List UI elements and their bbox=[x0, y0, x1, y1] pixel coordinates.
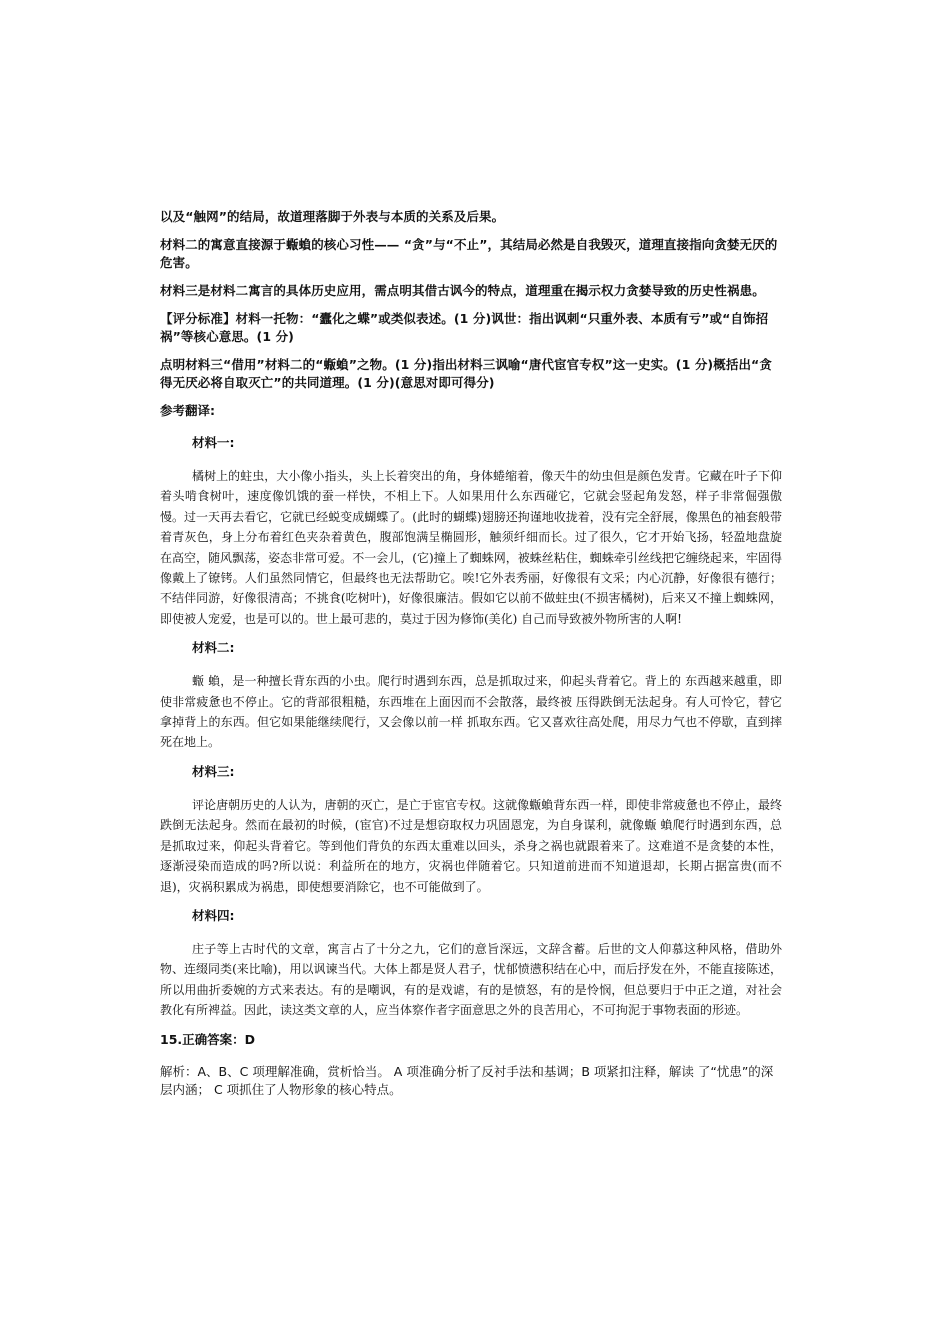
material-one-title: 材料一: bbox=[192, 435, 235, 450]
material-four-title: 材料四: bbox=[192, 907, 235, 923]
material-one-text: 橘树上的蛀虫，大小像小指头，头上长着突出的角，身体蜷缩着，像天牛的幼虫但是颜色发青。它藏在叶子下仰着头啃食树叶，速度像饥饿的蚕一样快，不相上下。人如果用什么东西碰它，它就会竖起角发怒，样子非常倔强傲慢。过一天再去看它，它就已经蜕变成蝴蝶了。(此时的蝴蝶)翅膀还拘谨地收拢着，没有完全舒展，像黑色的袖套般带着青灰色，身上分布着红色夹杂着黄色，腹部饱满呈椭圆形，触须纤细而长。过了很久，它才开始飞扬，轻盈地盘旋在高空，随风飘荡，姿态非常可爱。不一会儿，(它)撞上了蜘蛛网，被蛛丝粘住，蜘蛛牵引丝线把它缠绕起来，牢固得像戴上了镣铐。人们虽然同情它，但最终也无法帮助它。唉!它外表秀丽，好像很有文采；内心沉静，好像很有德行；不结伴同游，好像很清高；不挑食(吃树叶)，好像很廉洁。假如它以前不做蛀虫(不损害橘树)，后来又不撞上蜘蛛网，即使被人宠爱，也是可以的。世上最可悲的，莫过于因为修饰(美化) 自己而导致被外物所害的人啊! bbox=[160, 469, 782, 626]
document-page bbox=[160, 208, 782, 1109]
paragraph-material-three: 材料三是材料二寓言的具体历史应用，需点明其借古讽今的特点，道理重在揭示权力贪婪导致的历史性祸患。 bbox=[160, 283, 765, 298]
question-15-answer: 15.正确答案：D bbox=[160, 1031, 256, 1047]
question-15-analysis: 解析：A、B、C 项理解准确，赏析恰当。 A 项准确分析了反衬手法和基调；B 项紧扣注释，解读 了“忧患”的深层内涵； C 项抓住了人物形象的核心特点。 bbox=[160, 1063, 774, 1097]
scoring-criteria-2: 点明材料三“借用”材料二的“蝂蝜”之物。(1 分)指出材料三讽喻“唐代宦官专权”这一史实。(1 分)概括出“贪得无厌必将自取灭亡”的共同道理。(1 分)(意思对即可得分) bbox=[160, 357, 772, 390]
material-four-text: 庄子等上古时代的文章，寓言占了十分之九，它们的意旨深远，文辞含蓄。后世的文人仰慕这种风格，借助外物、连缀同类(来比喻)，用以讽谏当代。大体上都是贤人君子，忧郁愤懑积结在心中，而后抒发在外，不能直接陈述，所以用曲折委婉的方式来表达。有的是嘲讽，有的是戏谑，有的是愤怒，有的是怜悯，但总要归于中正之道，对社会教化有所裨益。因此，读这类文章的人，应当体察作者字面意思之外的良苦用心，不可拘泥于事物表面的形迹。 bbox=[160, 941, 782, 1018]
scoring-criteria-1: 【评分标准】材料一托物：“蠹化之蝶”或类似表述。(1 分)讽世：指出讽刺“只重外表、本质有亏”或“自饰招祸”等核心意思。(1 分) bbox=[160, 311, 769, 344]
paragraph-material-two: 材料二的寓意直接源于蝂蝜的核心习性—— “贪”与“不止”，其结局必然是自我毁灭，道理直接指向贪婪无厌的危害。 bbox=[160, 237, 778, 270]
material-three-title: 材料三: bbox=[192, 763, 235, 779]
material-three-text: 评论唐朝历史的人认为，唐朝的灭亡，是亡于宦官专权。这就像蝂蝜背东西一样，即使非常疲惫也不停止，最终跌倒无法起身。然而在最初的时候，(宦官)不过是想窃取权力巩固恩宠，为自身谋利，就像蝂 蝜爬行时遇到东西，总是抓取过来，仰起头背着它。等到他们背负的东西太重难以回头，杀身之祸也就跟着来了。这难道不是贪婪的本性， 逐渐浸染而造成的吗?所以说：利益所在的地方，灾祸也伴随着它。只知道前进而不知道退却，长期占据富贵(而不退)，灾祸积累成为祸患，即使想要消除它，也不可能做到了。 bbox=[160, 797, 782, 894]
translation-title: 参考翻译: bbox=[160, 403, 215, 418]
paragraph-material-one-conclusion: 以及“触网”的结局，故道理落脚于外表与本质的关系及后果。 bbox=[160, 209, 505, 224]
material-two-text: 蝂 蝜，是一种擅长背东西的小虫。爬行时遇到东西，总是抓取过来，仰起头背着它。背上的 东西越来越重，即使非常疲惫也不停止。它的背部很粗糙，东西堆在上面因而不会散落，最终被 压得跌倒无法起身。有人可怜它，替它拿掉背上的东西。但它如果能继续爬行，又会像以前一样 抓取东西。它又喜欢往高处爬，用尽力气也不停歇，直到摔死在地上。 bbox=[160, 674, 782, 750]
material-two-title: 材料二: bbox=[192, 640, 235, 656]
